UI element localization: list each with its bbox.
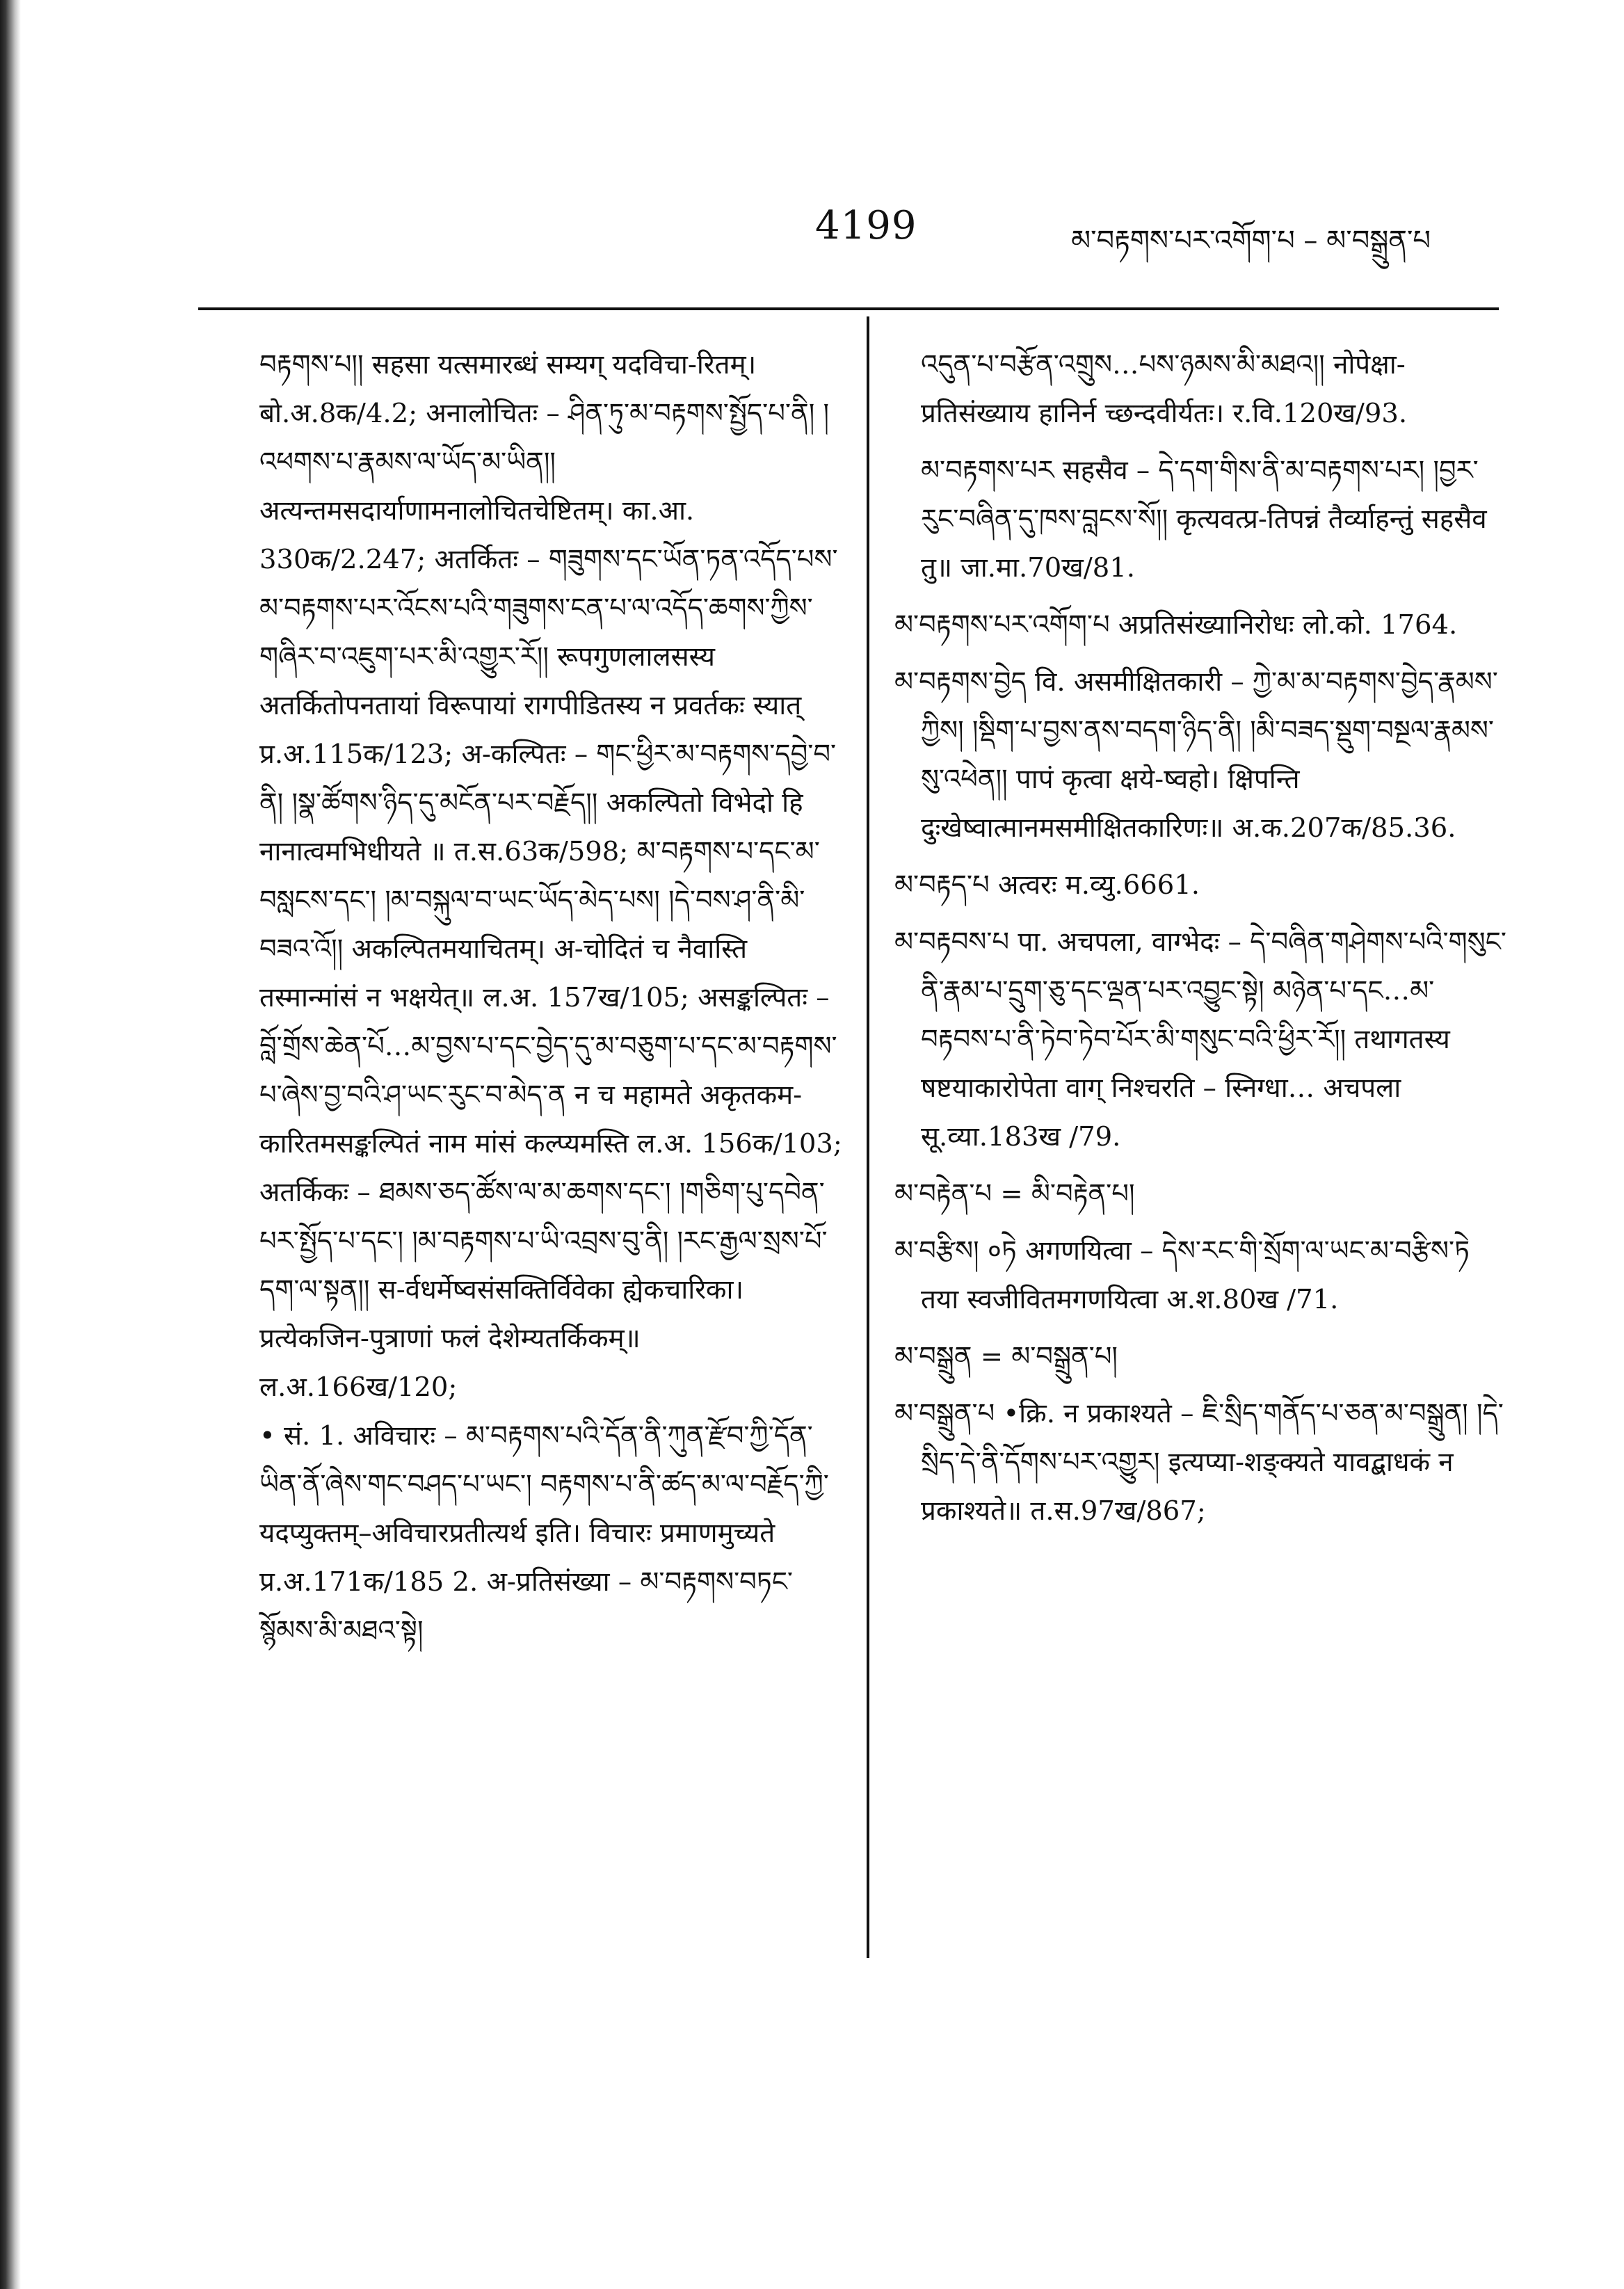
scan-binding-edge bbox=[0, 0, 21, 2289]
dictionary-entry: མ་བརྩིས། ०ཏེ अगणयित्वा – དེས་རང་གི་སྲོག་ལ་ཡང་མ་བརྩིས་ཏེ तया स्वजीवितमगणयित्वा अ.श.80ख /71. bbox=[894, 1235, 1470, 1315]
left-entry-noun-senses: • सं. 1. अविचारः – མ་བརྟགས་པའི་དོན་ནི་ཀུན་རྫོབ་ཀྱི་དོན་ཡིན་ནོ་ཞེས་གང་བཤད་པ་ཡང་། བརྟགས་པ་ནི་ཚད་མ་ལ་བརྗོད་ཀྱི་ यदप्युक्तम्–अविचारप्रतीत्यर्थ इति। विचारः प्रमाणमुच्यते प्र.अ.171क/185 2. अ-प्रतिसंख्या – མ་བརྟགས་བཏང་སྙོམས་མི་མཐའ་སྟེ། bbox=[259, 1420, 829, 1646]
dictionary-entry: མ་བསྒྲུན་པ •क्रि. न प्रकाश्यते – ཇི་སྲིད་གནོད་པ་ཅན་མ་བསྒྲུན། །དེ་སྲིད་དེ་ནི་དོགས་པར་འགྱུར། इत्यप्या-शङ्क्यते यावद्बाधकं न प्रकाश्यते॥ त.स.97ख/867; bbox=[894, 1398, 1504, 1527]
page-number: 4199 bbox=[815, 203, 917, 248]
dictionary-entry: མ་བརྟད་པ अत्वरः म.व्यु.6661. bbox=[894, 869, 1200, 901]
dictionary-entry: མ་བརྟགས་བྱེད वि. असमीक्षितकारी – ཀྱེ་མ་མ་བརྟགས་བྱེད་རྣམས་ཀྱིས། །སྡིག་པ་བྱས་ནས་བདག་ཉིད་ནི། །མི་བཟད་སྡུག་བསྔལ་རྣམས་སུ་འཕེན།། पापं कृत्वा क्षये-ष्वहो। क्षिपन्ति दुःखेष्वात्मानमसमीक्षितकारिणः॥ अ.क.207क/85.36. bbox=[894, 666, 1498, 844]
running-head: མ་བརྟགས་པར་འགོག་པ – མ་བསྒྲུན་པ bbox=[1071, 225, 1431, 257]
left-entry-continuation: བརྟགས་པ།། सहसा यत्समारब्धं सम्यग् यदविचा-रितम्। बो.अ.8क/4.2; अनालोचितः – ཤིན་ཏུ་མ་བརྟགས་སྤྱོད་པ་ནི། །འཕགས་པ་རྣམས་ལ་ཡོད་མ་ཡིན།། अत्यन्तमसदार्याणामनालोचितचेष्टितम्। का.आ. 330क/2.247; अतर्कितः – གཟུགས་དང་ཡོན་ཏན་འདོད་པས་མ་བརྟགས་པར་འོངས་པའི་གཟུགས་ངན་པ་ལ་འདོད་ཆགས་ཀྱིས་གཞིར་བ་འཇུག་པར་མི་འགྱུར་རོ།། रूपगुणलालसस्य अतर्कितोपनतायां विरूपायां रागपीडितस्य न प्रवर्तकः स्यात् प्र.अ.115क/123; अ-कल्पितः – གང་ཕྱིར་མ་བརྟགས་དབྱེ་བ་ནི། །སྣ་ཚོགས་ཉིད་དུ་མངོན་པར་བརྗོད།། अकल्पितो विभेदो हि नानात्वमभिधीयते ॥ त.स.63क/598; མ་བརྟགས་པ་དང་མ་བསླངས་དང་། །མ་བསྐུལ་བ་ཡང་ཡོད་མེད་པས། །དེ་བས་ཤ་ནི་མི་བཟའ་འོ།། अकल्पितमयाचितम्। अ-चोदितं च नैवास्ति तस्मान्मांसं न भक्षयेत्॥ ल.अ. 157ख/105; असङ्कल्पितः – བློ་གྲོས་ཆེན་པོ…མ་བྱས་པ་དང་བྱེད་དུ་མ་བཅུག་པ་དང་མ་བརྟགས་པ་ཞེས་བྱ་བའི་ཤ་ཡང་རུང་བ་མེད་ན न च महामते अकृतकम-कारितमसङ्कल्पितं नाम मांसं कल्प्यमस्ति ल.अ. 156क/103; अतर्किकः – ཐམས་ཅད་ཚོས་ལ་མ་ཆགས་དང་། །གཅིག་པུ་དབེན་པར་སྤྱོད་པ་དང་། །མ་བརྟགས་པ་ཡི་འབྲས་བུ་ནི། །རང་རྒྱལ་སྲས་པོ་དག་ལ་སྟན།། स-र्वधर्मेष्वसंसक्तिर्विवेका ह्येकचारिका। प्रत्येकजिन-पुत्राणां फलं देशेम्यतर्किकम्॥ ल.अ.166ख/120; bbox=[259, 349, 842, 1403]
dictionary-entry: མ་བརྟགས་པར་འགོག་པ अप्रतिसंख्यानिरोधः लो.को. 1764. bbox=[894, 609, 1458, 641]
dictionary-entry: མ་བརྟབས་པ पा. अचपला, वाग्भेदः – དེ་བཞིན་གཤེགས་པའི་གསུང་ནི་རྣམ་པ་དྲུག་ཅུ་དང་ལྡན་པར་འབྱུང་སྟེ། མཉེན་པ་དང…མ་བརྟབས་པ་ནི་ཏེབ་ཏེབ་པོར་མི་གསུང་བའི་ཕྱིར་རོ།། तथागतस्य षष्टयाकारोपेता वाग् निश्चरति – स्निग्धा… अचपला सू.व्या.183ख /79. bbox=[894, 926, 1506, 1152]
right-entry-continuation: འདུན་པ་བརྩོན་འགྲུས…པས་ཉམས་མི་མཐའ།། नोपेक्षा-प्रतिसंख्याय हानिर्न च्छन्दवीर्यतः। र.वि.120ख/93. bbox=[921, 349, 1408, 429]
header-rule bbox=[198, 307, 1499, 310]
left-column bbox=[233, 341, 845, 1655]
dictionary-entry: མ་བརྟགས་པར सहसैव – དེ་དག་གིས་ནི་མ་བརྟགས་པར། །བྱར་རུང་བཞིན་དུ་ཁས་བླངས་སོ།། कृत्यवत्प्र-तिपन्नं तैर्व्याहन्तुं सहसैव तु॥ जा.मा.70ख/81. bbox=[921, 455, 1487, 584]
right-column bbox=[894, 341, 1506, 1544]
dictionary-entry: མ་བསྒྲུན = མ་བསྒྲུན་པ། bbox=[894, 1341, 1118, 1372]
column-divider bbox=[867, 316, 869, 1958]
dictionary-entry: མ་བརྟེན་པ = མི་བརྟེན་པ། bbox=[894, 1178, 1135, 1210]
